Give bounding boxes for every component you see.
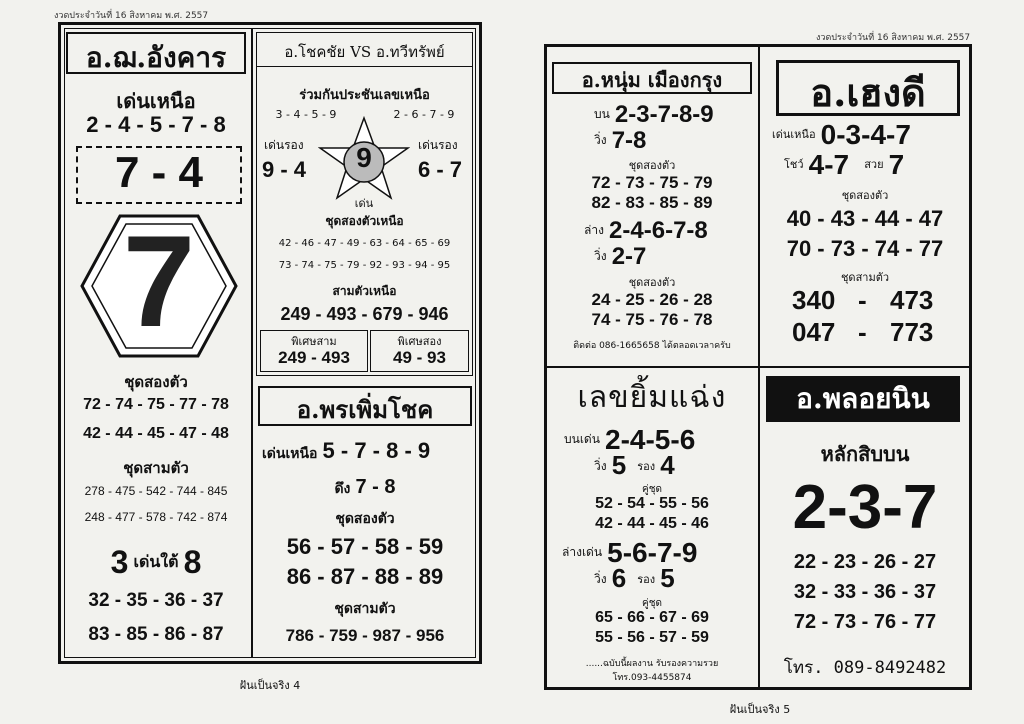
box-d-row3: 72 - 73 - 76 - 77	[793, 611, 937, 633]
box-c-second2-label: รอง	[637, 573, 656, 586]
col1-bottom-row1: 32 - 35 - 36 - 37	[88, 590, 224, 611]
box-b-title: อ.เฮงดี	[810, 70, 926, 115]
box-c-run2-label: วิ่ง	[594, 572, 607, 586]
right-page-header: งวดประจำวันที่ 16 สิงหาคม พ.ศ. 2557	[816, 33, 971, 43]
left-page-header: งวดประจำวันที่ 16 สิงหาคม พ.ศ. 2557	[54, 11, 209, 21]
box-a-top-label: บน	[594, 107, 610, 121]
col1-three-digit-label: ชุดสามตัว	[123, 459, 189, 477]
col1-three-digit-row2: 248 - 477 - 578 - 742 - 874	[84, 510, 228, 524]
box-a-run2-label: วิ่ง	[594, 249, 607, 263]
box-b-lead-numbers: 0-3-4-7	[820, 119, 911, 150]
box-b-three-row1-a: 340	[792, 285, 836, 315]
col3-pull-label: ดึง	[334, 481, 351, 497]
col2-subtitle: ร่วมกันประชันเลขเหนือ	[299, 88, 430, 103]
col3-title: อ.พรเพิ่มโชค	[296, 395, 434, 424]
box-a-two-row1: 72 - 73 - 75 - 79	[591, 173, 713, 192]
box-c-pair2-label: คู่ชุด	[642, 598, 662, 609]
box-b-three-row2-b: 773	[890, 317, 934, 347]
box-a-two2-label: ชุดสองตัว	[628, 276, 676, 289]
box-a-run2-numbers: 2-7	[611, 243, 647, 270]
col3-pull-line	[258, 476, 472, 500]
box-b-two-row2: 70 - 73 - 74 - 77	[786, 236, 944, 261]
box-c-phone: โทร.093-4455874	[612, 673, 692, 683]
box-c-run-line	[594, 450, 675, 481]
col1-low-right: 8	[183, 544, 202, 580]
col3-two-label: ชุดสองตัว	[335, 511, 395, 527]
col1-three-digit-row1: 278 - 475 - 542 - 744 - 845	[84, 484, 228, 498]
box-b-three-row2-a: 047	[792, 317, 836, 347]
box-b-three-label: ชุดสามตัว	[840, 271, 890, 284]
box-b-show-label: โชว์	[784, 158, 804, 171]
col3-two-row1: 56 - 57 - 58 - 59	[286, 534, 444, 559]
box-b-show-line	[784, 149, 904, 181]
box-a-run-numbers: 7-8	[611, 127, 647, 154]
col2-left-pair: 9 - 4	[262, 157, 307, 182]
box-c-run-label: วิ่ง	[594, 459, 607, 473]
col2-two-row2: 73 - 74 - 75 - 79 - 92 - 93 - 94 - 95	[278, 260, 451, 271]
left-column-divider	[251, 28, 253, 658]
col2-three-label: สามตัวเหนือ	[332, 284, 397, 298]
box-c-second-label: รอง	[637, 460, 656, 473]
box-b-lead-label: เด่นเหนือ	[772, 128, 816, 141]
box-c-run2-line	[594, 563, 675, 594]
box-b-two-row1: 40 - 43 - 44 - 47	[786, 206, 944, 231]
col1-two-digit-row1: 72 - 74 - 75 - 77 - 78	[83, 396, 229, 413]
box-a-low-label: ล่าง	[584, 223, 604, 237]
box-d-title: อ.พลอยนิน	[766, 376, 960, 422]
box-a-top-line	[594, 101, 714, 129]
box-a-two-label: ชุดสองตัว	[628, 159, 676, 172]
box-c-top-numbers: 2-4-5-6	[605, 424, 696, 455]
col2-special3-label: พิเศษสาม	[291, 335, 337, 348]
box-c-top-label: บนเด่น	[564, 432, 600, 446]
box-c-pair2-row2: 55 - 56 - 57 - 59	[595, 629, 709, 646]
box-a-two2-row1: 24 - 25 - 26 - 28	[591, 290, 713, 309]
box-a-title: อ.หนุ่ม เมืองกรุง	[581, 68, 723, 92]
box-a-two-row2: 82 - 83 - 85 - 89	[591, 193, 713, 212]
col1-pair-value: 7 - 4	[114, 148, 204, 197]
box-a-two2-row2: 74 - 75 - 76 - 78	[591, 310, 713, 329]
col1-lead-label: เด่นเหนือ	[116, 89, 196, 113]
col1-low-label: เด่นใต้	[133, 552, 179, 571]
box-d-row1: 22 - 23 - 26 - 27	[793, 551, 937, 573]
col2-two-label: ชุดสองตัวเหนือ	[325, 214, 404, 228]
col1-low-line	[66, 544, 246, 581]
box-b-three-row1-dash: -	[858, 285, 867, 315]
box-c-second-number: 4	[660, 450, 675, 480]
col3-lead-label: เด่นเหนือ	[262, 446, 318, 462]
box-b-show-numbers: 4-7	[808, 149, 850, 180]
col2-special3-value: 249 - 493	[278, 348, 350, 367]
box-a-run2-line	[594, 243, 646, 271]
box-a-low-line	[584, 217, 708, 245]
col2-star-digit: 9	[356, 142, 372, 173]
col1-lead-numbers: 2 - 4 - 5 - 7 - 8	[86, 112, 226, 137]
box-b-beauty-number: 7	[888, 149, 905, 180]
box-c-credit: ......ฉบับนี้ผลงาน รับรองความรวย	[585, 659, 719, 669]
col1-hex-digit: 7	[122, 208, 196, 354]
box-d-big-numbers: 2-3-7	[792, 473, 938, 542]
col1-two-digit-row2: 42 - 44 - 45 - 47 - 48	[83, 425, 229, 442]
box-c-pair-row1: 52 - 54 - 55 - 56	[595, 495, 709, 512]
box-d-row2: 32 - 33 - 36 - 37	[793, 581, 937, 603]
right-row-divider	[547, 366, 969, 368]
box-c-low-numbers: 5-6-7-9	[607, 537, 698, 568]
col2-left-set: 3 - 4 - 5 - 9	[275, 108, 337, 121]
col2-title-rule	[256, 66, 473, 67]
left-page-footer: ฝันเป็นจริง 4	[239, 679, 301, 692]
col2-title: อ.โชคชัย VS อ.ทวีทรัพย์	[284, 43, 445, 61]
col2-special2-label: พิเศษสอง	[397, 335, 442, 348]
box-b-three-row2-dash: -	[858, 317, 867, 347]
col2-left-label: เด่นรอง	[264, 138, 304, 152]
col2-star-label: เด่น	[354, 197, 374, 210]
box-b-two-label: ชุดสองตัว	[841, 189, 889, 202]
col1-two-digit-label: ชุดสองตัว	[124, 373, 188, 391]
box-c-pair-row2: 42 - 44 - 45 - 46	[595, 515, 709, 532]
box-c-title: เลขยิ้มแฉ่ง	[577, 380, 727, 415]
col2-right-set: 2 - 6 - 7 - 9	[393, 108, 455, 121]
box-a-top-numbers: 2-3-7-8-9	[614, 101, 714, 128]
box-a-run-line	[594, 127, 646, 155]
col3-pull-numbers: 7 - 8	[355, 476, 396, 498]
col2-right-label: เด่นรอง	[418, 138, 458, 152]
col3-lead-line	[262, 438, 430, 465]
col1-title: อ.ฌ.อังคาร	[85, 41, 227, 74]
box-a-contact: ติดต่อ 086-1665658 ได้ตลอดเวลาครับ	[573, 341, 731, 351]
box-c-low-label: ล่างเด่น	[562, 545, 603, 559]
box-d-subtitle: หลักสิบบน	[820, 442, 910, 466]
box-b-three-row1-b: 473	[890, 285, 934, 315]
col3-three-label: ชุดสามตัว	[334, 601, 396, 617]
col1-low-left: 3	[110, 544, 129, 580]
box-c-pair-label: คู่ชุด	[642, 484, 662, 495]
box-d-phone: โทร. 089-8492482	[783, 658, 947, 678]
box-c-pair2-row1: 65 - 66 - 67 - 69	[595, 609, 709, 626]
box-b-beauty-label: สวย	[864, 158, 884, 171]
box-c-second2-number: 5	[660, 563, 675, 593]
col2-right-pair: 6 - 7	[418, 157, 463, 182]
col1-bottom-row2: 83 - 85 - 86 - 87	[88, 624, 224, 645]
col3-two-row2: 86 - 87 - 88 - 89	[286, 564, 444, 589]
col2-two-row1: 42 - 46 - 47 - 49 - 63 - 64 - 65 - 69	[278, 238, 451, 249]
box-a-run-label: วิ่ง	[594, 133, 607, 147]
box-b-lead-line	[772, 119, 911, 151]
col2-special2-value: 49 - 93	[393, 348, 446, 367]
box-c-run-number: 5	[611, 450, 627, 480]
box-c-run2-number: 6	[611, 563, 627, 593]
col2-three-row: 249 - 493 - 679 - 946	[280, 304, 449, 324]
col3-three-row: 786 - 759 - 987 - 956	[285, 626, 445, 645]
col3-lead-numbers: 5 - 7 - 8 - 9	[322, 438, 431, 463]
right-page-footer: ฝันเป็นจริง 5	[729, 703, 791, 716]
box-a-low-numbers: 2-4-6-7-8	[609, 217, 708, 244]
